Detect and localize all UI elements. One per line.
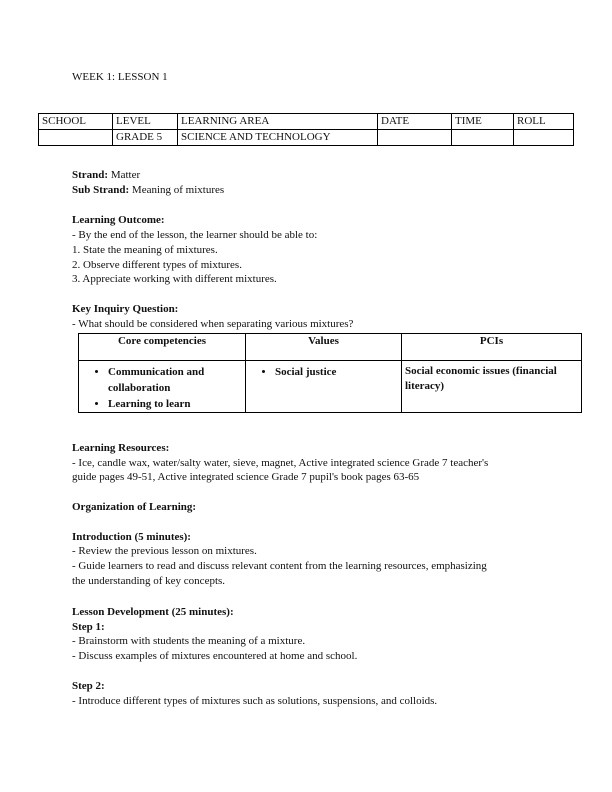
cell-date <box>378 130 452 146</box>
resources-line: guide pages 49-51, Active integrated science Grade 7 pupil's book pages 63-65 <box>72 471 420 483</box>
list-item: • Communication and collaboration <box>108 364 242 396</box>
outcome-line: 3. Appreciate working with different mixtures. <box>72 273 277 285</box>
header-learning-area: LEARNING AREA <box>178 114 378 130</box>
introduction-line: - Review the previous lesson on mixtures. <box>72 545 257 557</box>
header-level: LEVEL <box>113 114 178 130</box>
strand-label: Strand: <box>72 169 109 181</box>
lesson-info-table <box>38 113 574 146</box>
header-date: DATE <box>378 114 452 130</box>
step2-heading: Step 2: <box>72 680 105 692</box>
table-row <box>79 361 582 413</box>
header-school: SCHOOL <box>39 114 113 130</box>
learning-outcome-heading: Learning Outcome: <box>72 214 165 226</box>
header-roll: ROLL <box>514 114 574 130</box>
key-inquiry-heading: Key Inquiry Question: <box>72 303 179 315</box>
sub-strand <box>72 183 224 197</box>
key-inquiry-question: - What should be considered when separating various mixtures? <box>72 318 354 330</box>
cell-roll <box>514 130 574 146</box>
outcome-line: 2. Observe different types of mixtures. <box>72 259 242 271</box>
header-pcis: PCIs <box>402 334 582 361</box>
cell-school <box>39 130 113 146</box>
step2-line: - Introduce different types of mixtures such as solutions, suspensions, and colloids. <box>72 695 438 707</box>
lesson-title: WEEK 1: LESSON 1 <box>72 71 168 83</box>
sub-strand-label: Sub Strand: <box>72 184 130 196</box>
values-cell <box>246 361 402 413</box>
header-core-competencies: Core competencies <box>79 334 246 361</box>
cell-time <box>452 130 514 146</box>
outcome-line: 1. State the meaning of mixtures. <box>72 244 218 256</box>
header-time: TIME <box>452 114 514 130</box>
learning-resources-heading: Learning Resources: <box>72 442 170 454</box>
cell-level: GRADE 5 <box>113 130 178 146</box>
list-item: • Learning to learn <box>108 396 242 412</box>
list-item: • Social justice <box>275 364 398 380</box>
organization-heading: Organization of Learning: <box>72 501 197 513</box>
strand-value: Matter <box>110 169 141 181</box>
table-row <box>39 130 574 146</box>
outcome-line: - By the end of the lesson, the learner should be able to: <box>72 229 318 241</box>
competency-table <box>78 333 582 413</box>
step1-line: - Brainstorm with students the meaning of a mixture. <box>72 635 306 647</box>
introduction-heading: Introduction (5 minutes): <box>72 531 191 543</box>
cell-learning-area: SCIENCE AND TECHNOLOGY <box>178 130 378 146</box>
resources-line: - Ice, candle wax, water/salty water, sieve, magnet, Active integrated science Grade 7 teacher's <box>72 457 489 469</box>
lesson-development-heading: Lesson Development (25 minutes): <box>72 606 234 618</box>
pcis-cell: Social economic issues (financial literacy) <box>402 361 582 413</box>
header-values: Values <box>246 334 402 361</box>
step1-heading: Step 1: <box>72 621 105 633</box>
strand <box>72 168 140 182</box>
introduction-line: the understanding of key concepts. <box>72 575 226 587</box>
table-header-row <box>39 114 574 130</box>
introduction-line: - Guide learners to read and discuss relevant content from the learning resources, emphasizing <box>72 560 487 572</box>
core-competencies-cell <box>79 361 246 413</box>
step1-line: - Discuss examples of mixtures encountered at home and school. <box>72 650 358 662</box>
table-header-row <box>79 334 582 361</box>
sub-strand-value: Meaning of mixtures <box>131 184 225 196</box>
